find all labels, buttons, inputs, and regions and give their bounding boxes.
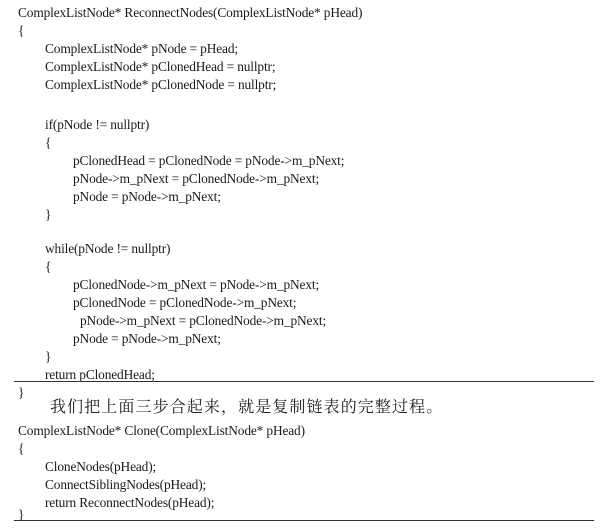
code-line: CloneNodes(pHead); xyxy=(45,459,157,474)
code-line: pClonedHead = pClonedNode = pNode->m_pNext; xyxy=(73,153,345,168)
code-line: pNode = pNode->m_pNext; xyxy=(73,331,221,346)
code-line: while(pNode != nullptr) xyxy=(45,241,171,256)
code-line: } xyxy=(45,207,52,222)
code-line: pClonedNode = pClonedNode->m_pNext; xyxy=(73,295,297,310)
divider xyxy=(14,520,594,521)
code-line: return ReconnectNodes(pHead); xyxy=(45,495,215,510)
code-line: { xyxy=(18,23,25,38)
code-line: pNode = pNode->m_pNext; xyxy=(73,189,221,204)
code-line: return pClonedHead; xyxy=(45,367,155,382)
code-line: } xyxy=(45,349,52,364)
code-line: { xyxy=(18,441,25,456)
code-line: pClonedNode->m_pNext = pNode->m_pNext; xyxy=(73,277,320,292)
code-line: { xyxy=(45,135,52,150)
code-line: pNode->m_pNext = pClonedNode->m_pNext; xyxy=(80,313,327,328)
code-line: } xyxy=(18,507,25,522)
code-line: if(pNode != nullptr) xyxy=(45,117,150,132)
code-line: ComplexListNode* pNode = pHead; xyxy=(45,41,238,56)
code-line: ConnectSiblingNodes(pHead); xyxy=(45,477,207,492)
code-line: ComplexListNode* ReconnectNodes(ComplexListNode* pHead) xyxy=(18,5,363,20)
paragraph-text: 我们把上面三步合起来，就是复制链表的完整过程。 xyxy=(50,397,444,416)
code-line: ComplexListNode* Clone(ComplexListNode* pHead) xyxy=(18,423,305,438)
code-line: ComplexListNode* pClonedHead = nullptr; xyxy=(45,59,276,74)
code-line: ComplexListNode* pClonedNode = nullptr; xyxy=(45,77,277,92)
code-line: { xyxy=(45,259,52,274)
code-line: } xyxy=(18,385,25,400)
code-line: pNode->m_pNext = pClonedNode->m_pNext; xyxy=(73,171,320,186)
divider xyxy=(14,381,594,382)
